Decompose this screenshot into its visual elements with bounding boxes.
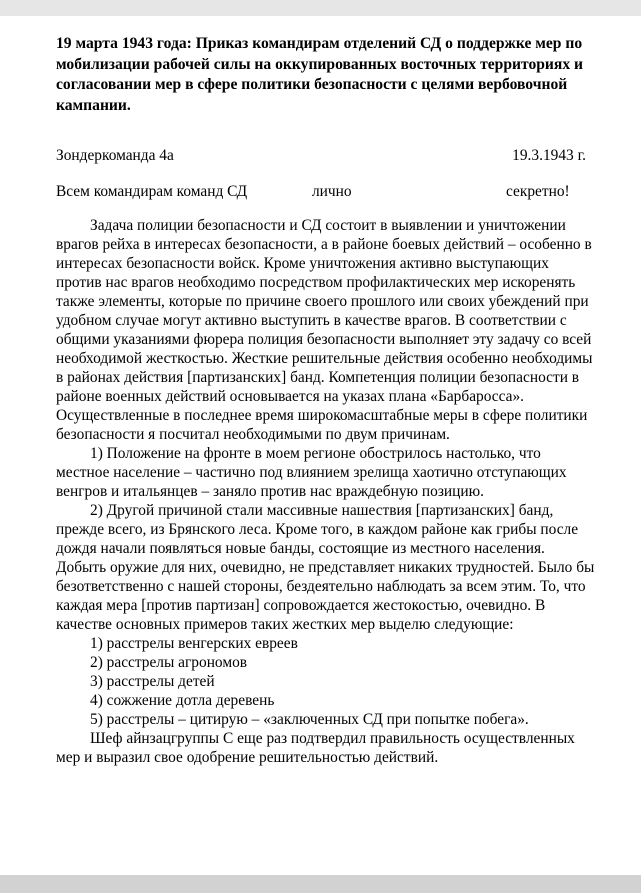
bottom-gray-bar [0,875,641,893]
document-page [0,16,641,875]
measure-item: 4) сожжение дотла деревень [90,692,275,709]
paragraph-task: Задача полиции безопасности и СД состоит в выявлении и уничтожении врагов рейха в интересах безопасности, а в районе боевых действий – особенно в интересах безопасности войск. Кроме уничтожения активно выступающих против нас врагов необходимо посредством профилактических мер искоренять также элементы, которые по причине своего прошлого или своих убеждений при удобном случае могут активно выступить в качестве врагов. В соответствии с общими указаниями фюрера полиция безопасности выполняет эту задачу со всей необходимой жесткостью. Жесткие решительные действия особенно необходимы в районах действия [партизанских] банд. Компетенция полиции безопасности в районе военных действий основывается на указах плана «Барбаросса». Осуществленные в последнее время широкомасштабные меры в сфере политики безопасности я посчитал необходимыми по двум причинам. [56,217,593,443]
document-content [56,34,596,767]
delivery-mark: лично [312,183,352,200]
measure-item: 3) расстрелы детей [90,673,215,690]
measure-item: 2) расстрелы агрономов [90,654,248,671]
classification-mark: секретно! [506,183,570,200]
top-gray-bar [0,0,641,16]
paragraph-closing: Шеф айнзацгруппы С еще раз подтвердил правильность осуществленных мер и выразил свое одобрение решительностью действий. [56,730,575,766]
paragraph-reason-2: 2) Другой причиной стали массивные нашествия [партизанских] банд, прежде всего, из Брянского леса. Кроме того, в каждом районе как грибы после дождя начали появляться новые банды, состоящие из местного населения. Добыть оружие для них, очевидно, не представляет никаких трудностей. Было бы безответственно с нашей стороны, бездеятельно наблюдать за всем этим. То, что каждая мера [против партизан] сопровождается жестокостью, очевидно. В качестве основных примеров таких жестких мер выделю следующие: [56,502,595,633]
document-title: 19 марта 1943 года: Приказ командирам отделений СД о поддержке мер по мобилизации рабочей силы на оккупированных восточных территориях и согласовании мер в сфере политики безопасности с целями вербовочной кампании. [56,35,584,114]
sender-unit: Зондеркоманда 4а [56,147,174,164]
measure-item: 5) расстрелы – цитирую – «заключенных СД при попытке побега». [90,711,529,728]
paragraph-reason-1: 1) Положение на фронте в моем регионе обострилось настолько, что местное население – частично под влиянием зрелища хаотично отступающих венгров и итальянцев – заняло против нас враждебную позицию. [56,445,567,500]
recipient: Всем командирам команд СД [56,183,248,200]
document-date: 19.3.1943 г. [512,147,586,164]
header-row [56,146,596,166]
addressee-row [56,182,596,202]
measure-item: 1) расстрелы венгерских евреев [90,635,298,652]
document-body [56,216,596,767]
